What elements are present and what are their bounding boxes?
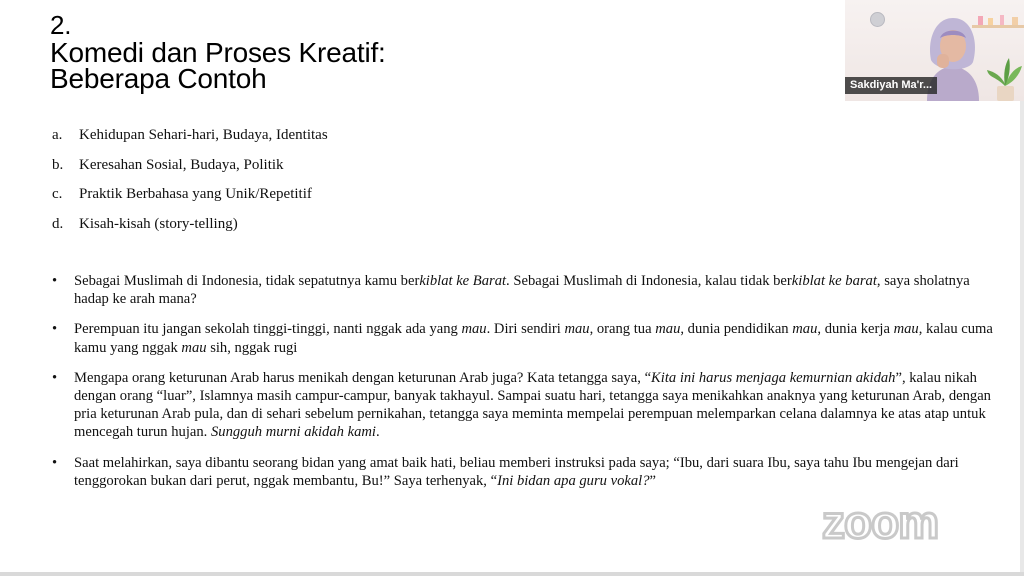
bottom-edge [0, 572, 1024, 576]
lettered-list [52, 127, 328, 245]
participant-video-tile[interactable] [845, 0, 1024, 101]
bullet-symbol: • [52, 369, 58, 386]
bullet-text: Mengapa orang keturunan Arab harus menikah dengan keturunan Arab juga? Kata tetangga saya, “Kita ini harus menjaga kemurnian akidah”, kalau nikah dengan orang “luar”, Islamnya masih campur-campur, banyak takhayul. Sampai suatu hari, tetangga saya menikahkan anaknya yang keturunan Arab, dengan pria keturunan Arab pula, dan di sehari sebelum pernikahan, tetangga saya meminta mempelai perempuan melemparkan celana dalamnya ke atas atap untuk mencegah turun hujan. Sungguh murni akidah kami. [74, 369, 991, 441]
slide-title-line-2: Beberapa Contoh [50, 63, 267, 94]
bullet-list [52, 272, 997, 502]
bullet-item [52, 272, 997, 308]
list-item: a. Kehidupan Sehari-hari, Budaya, Identitas [52, 127, 328, 143]
slide-title [50, 12, 386, 92]
bullet-text: Saat melahirkan, saya dibantu seorang bidan yang amat baik hati, beliau memberi instruksi pada saya; “Ibu, dari suara Ibu, saya tahu Ibu mengejan dari tenggorokan bukan dari perut, nggak membantu, Bu!” Saya terhenyak, “Ini bidan apa guru vokal?” [74, 454, 959, 489]
zoom-logo-text: zoom [822, 500, 939, 546]
slide-number: 2. [50, 10, 72, 40]
zoom-logo [822, 500, 982, 546]
list-item: c. Praktik Berbahasa yang Unik/Repetitif [52, 186, 312, 202]
list-item: d. Kisah-kisah (story-telling) [52, 215, 238, 232]
bullet-symbol: • [52, 273, 58, 289]
bullet-text: Sebagai Muslimah di Indonesia, tidak sepatutnya kamu berkiblat ke Barat. Sebagai Muslimah di Indonesia, kalau tidak berkiblat ke barat, saya sholatnya hadap ke arah mana? [74, 273, 970, 308]
bullet-item [52, 454, 997, 490]
slide-title-line-1: Komedi dan Proses Kreatif: [50, 37, 386, 68]
bullet-item [52, 369, 997, 442]
wall-clock-icon [870, 12, 885, 27]
list-item: b. Keresahan Sosial, Budaya, Politik [52, 156, 284, 173]
bullet-item [52, 320, 997, 356]
participant-name-label: Sakdiyah Ma'r... [845, 77, 937, 94]
slide-edge [1020, 101, 1024, 576]
bullet-symbol: • [52, 321, 58, 338]
bullet-symbol: • [52, 454, 58, 471]
bullet-text: Perempuan itu jangan sekolah tinggi-tinggi, nanti nggak ada yang mau. Diri sendiri mau, orang tua mau, dunia pendidikan mau, dunia kerja mau, kalau cuma kamu yang nggak mau sih, nggak rugi [74, 321, 993, 356]
